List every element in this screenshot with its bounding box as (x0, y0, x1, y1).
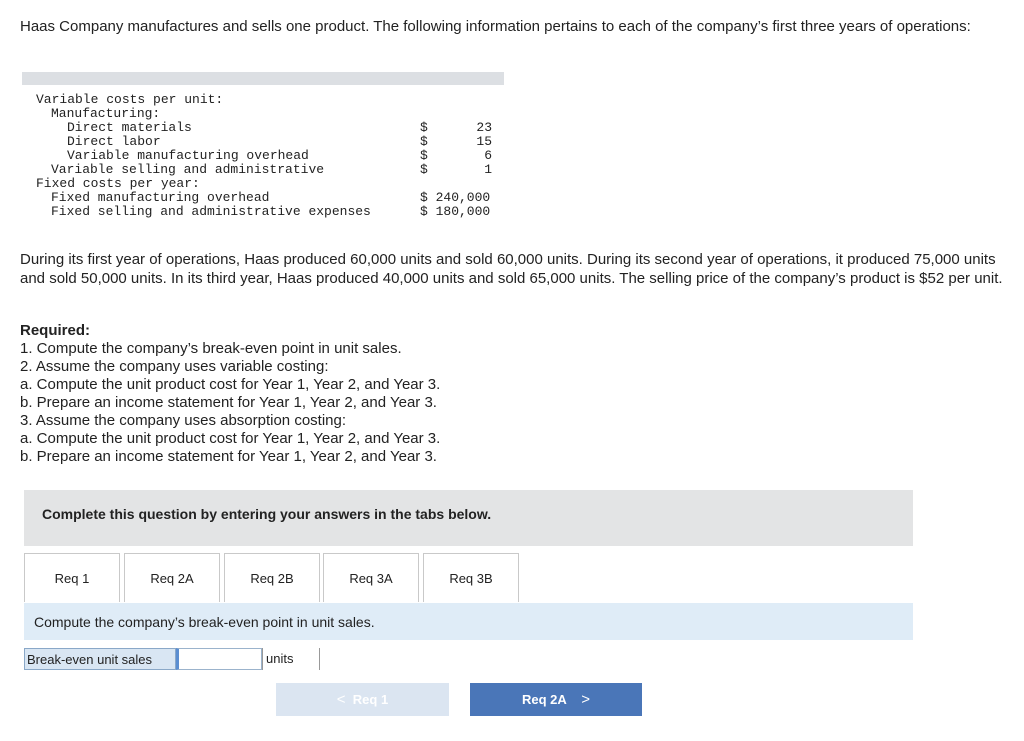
cost-table-header-bar (22, 72, 504, 85)
required-item: 3. Assume the company uses absorption costing: (20, 412, 347, 429)
cost-row-label: Variable selling and administrative (51, 162, 325, 177)
cost-row-dollar: $ (420, 148, 428, 163)
cost-row (22, 177, 504, 191)
required-item: a. Compute the unit product cost for Year 1, Year 2, and Year 3. (20, 376, 441, 393)
required-item: a. Compute the unit product cost for Year 1, Year 2, and Year 3. (20, 430, 441, 447)
cost-row-label: Variable costs per unit: (36, 92, 224, 107)
break-even-label: Break-even unit sales (24, 648, 176, 670)
cost-row-label: Manufacturing: (51, 106, 161, 121)
instruction-banner-text: Complete this question by entering your answers in the tabs below. (42, 506, 492, 522)
prev-req-button[interactable] (276, 683, 449, 716)
next-req-button[interactable] (470, 683, 642, 716)
cost-row-label: Direct materials (67, 120, 192, 135)
cost-row (22, 163, 504, 177)
next-req-label: Req 2A (521, 692, 567, 707)
cost-row (22, 205, 504, 219)
intro-text: Haas Company manufactures and sells one product. The following information pertains to each of the company’s first three years of operations: (20, 18, 971, 35)
tab-req-3a[interactable]: Req 3A (323, 553, 419, 602)
cost-row-value: 15 (476, 134, 492, 149)
operations-paragraph: During its first year of operations, Haas produced 60,000 units and sold 60,000 units. During its second year of operations, it produced 75,000 units and sold 50,000 units. In its third year, Haas produced 40,000 units and sold 65,000 units. The selling price of the company’s product is $52 per unit. (20, 251, 1003, 287)
required-item: b. Prepare an income statement for Year 1, Year 2, and Year 3. (20, 448, 437, 465)
instruction-banner (24, 490, 913, 546)
required-item: 1. Compute the company’s break-even point in unit sales. (20, 340, 402, 357)
tab-panel-header (24, 603, 913, 640)
cost-row-value: $ 180,000 (420, 204, 491, 219)
tab-panel-instruction: Compute the company’s break-even point in unit sales. (34, 614, 375, 630)
cost-row (22, 135, 504, 149)
cost-row (22, 121, 504, 135)
cost-table (22, 72, 504, 220)
cost-row-dollar: $ (420, 120, 428, 135)
cost-row-value: 23 (476, 120, 492, 135)
chevron-right-icon: > (581, 691, 590, 708)
cost-row (22, 93, 504, 107)
cost-row (22, 149, 504, 163)
prev-req-label: Req 1 (352, 692, 389, 707)
cost-row-dollar: $ (420, 162, 428, 177)
cost-row-label: Fixed costs per year: (36, 176, 200, 191)
chevron-left-icon: < (336, 691, 346, 708)
tab-req-2b[interactable]: Req 2B (224, 553, 320, 602)
cost-row-value: 6 (484, 148, 492, 163)
cost-row-label: Fixed selling and administrative expenses (51, 204, 371, 219)
tab-req-3b[interactable]: Req 3B (423, 553, 519, 602)
required-item: b. Prepare an income statement for Year 1, Year 2, and Year 3. (20, 394, 437, 411)
required-title: Required: (20, 322, 91, 339)
required-section (20, 322, 720, 466)
required-item: 2. Assume the company uses variable costing: (20, 358, 329, 375)
tab-req-1[interactable]: Req 1 (24, 553, 120, 602)
cost-row-dollar: $ (420, 134, 428, 149)
units-label: units (262, 648, 320, 670)
cost-row (22, 107, 504, 121)
cost-row-label: Direct labor (67, 134, 161, 149)
break-even-input[interactable] (176, 648, 262, 670)
tab-req-2a[interactable]: Req 2A (124, 553, 220, 602)
cost-row (22, 191, 504, 205)
cost-row-value: 1 (484, 162, 492, 177)
cost-row-value: $ 240,000 (420, 190, 491, 205)
cost-row-label: Fixed manufacturing overhead (51, 190, 270, 205)
cost-row-label: Variable manufacturing overhead (67, 148, 309, 163)
